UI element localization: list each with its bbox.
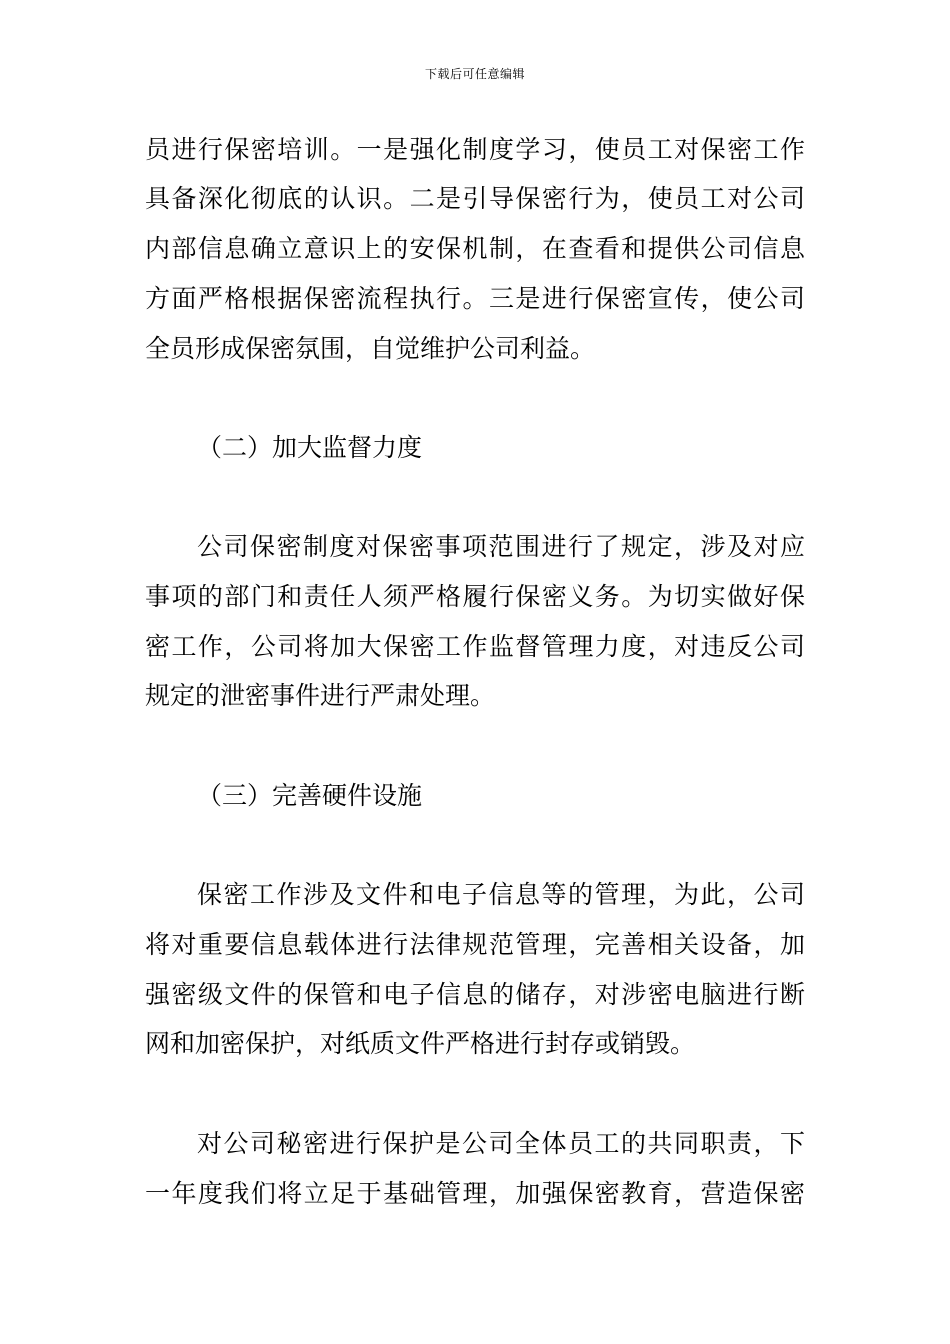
paragraph-3-line-2: 将对重要信息载体进行法律规范管理，完善相关设备，加: [145, 930, 805, 959]
paragraph-4-line-2: 一年度我们将立足于基础管理，加强保密教育，营造保密: [145, 1179, 805, 1208]
paragraph-2-line-1: 公司保密制度对保密事项范围进行了规定，涉及对应: [197, 532, 805, 561]
section-heading-3: （三）完善硬件设施: [197, 781, 423, 810]
paragraph-3-line-1: 保密工作涉及文件和电子信息等的管理，为此，公司: [197, 880, 805, 909]
paragraph-3-line-3: 强密级文件的保管和电子信息的储存，对涉密电脑进行断: [145, 980, 805, 1009]
paragraph-1-line-5: 全员形成保密氛围，自觉维护公司利益。: [145, 334, 596, 363]
paragraph-1-line-3: 内部信息确立意识上的安保机制，在查看和提供公司信息: [145, 234, 805, 263]
paragraph-2-line-2: 事项的部门和责任人须严格履行保密义务。为切实做好保: [145, 582, 805, 611]
paragraph-1-line-4: 方面严格根据保密流程执行。三是进行保密宣传，使公司: [145, 284, 805, 313]
paragraph-2-line-4: 规定的泄密事件进行严肃处理。: [145, 681, 496, 710]
paragraph-3-line-4: 网和加密保护，对纸质文件严格进行封存或销毁。: [145, 1029, 696, 1058]
paragraph-1-line-2: 具备深化彻底的认识。二是引导保密行为，使员工对公司: [145, 184, 805, 213]
paragraph-4-line-1: 对公司秘密进行保护是公司全体员工的共同职责，下: [197, 1129, 805, 1158]
section-heading-2: （二）加大监督力度: [197, 433, 423, 462]
header-note: 下载后可任意编辑: [424, 67, 525, 81]
paragraph-2-line-3: 密工作，公司将加大保密工作监督管理力度，对违反公司: [145, 632, 805, 661]
paragraph-1-line-1: 员进行保密培训。一是强化制度学习，使员工对保密工作: [145, 135, 805, 164]
